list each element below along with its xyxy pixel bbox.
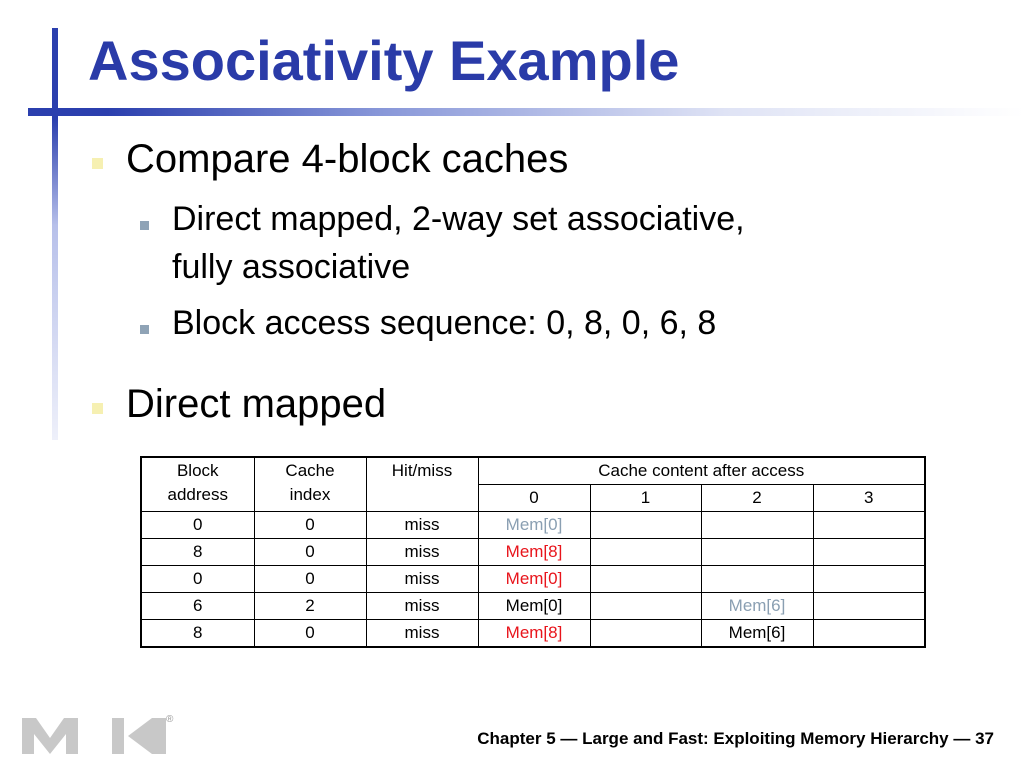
title-underline-bar xyxy=(28,108,1024,116)
cell-block-address: 6 xyxy=(141,593,254,620)
table-header-row xyxy=(141,457,925,485)
cell-content-1 xyxy=(590,593,701,620)
cell-content-2 xyxy=(701,512,813,539)
sub-bullet-cache-types-line1: Direct mapped, 2-way set associative, xyxy=(172,200,745,238)
cell-cache-index: 2 xyxy=(254,593,366,620)
cell-content-2 xyxy=(701,539,813,566)
cell-content-0: Mem[8] xyxy=(478,539,590,566)
cell-content-0: Mem[8] xyxy=(478,620,590,648)
cell-cache-index: 0 xyxy=(254,620,366,648)
cell-block-address: 8 xyxy=(141,620,254,648)
cell-block-address: 0 xyxy=(141,512,254,539)
slide-title: Associativity Example xyxy=(88,29,680,92)
registered-mark: ® xyxy=(166,714,174,725)
cell-block-address: 8 xyxy=(141,539,254,566)
sub-bullet-square-icon xyxy=(140,221,149,230)
header-col-2: 2 xyxy=(701,485,813,512)
header-cache-index: Cache index xyxy=(254,457,366,512)
sub-bullet-square-icon xyxy=(140,325,149,334)
header-cache-content: Cache content after access xyxy=(478,457,925,485)
header-block-address: Block address xyxy=(141,457,254,512)
cell-content-0: Mem[0] xyxy=(478,512,590,539)
cache-access-table xyxy=(140,456,926,648)
header-col-3: 3 xyxy=(813,485,925,512)
header-hit-miss: Hit/miss xyxy=(366,457,478,512)
cell-hit-miss: miss xyxy=(366,620,478,648)
table-row xyxy=(141,593,925,620)
bullet-square-icon xyxy=(92,158,103,169)
cell-cache-index: 0 xyxy=(254,539,366,566)
cell-hit-miss: miss xyxy=(366,512,478,539)
cell-content-1 xyxy=(590,539,701,566)
cell-hit-miss: miss xyxy=(366,593,478,620)
cell-content-3 xyxy=(813,593,925,620)
sub-bullet-cache-types-line2: fully associative xyxy=(172,248,411,286)
cell-content-3 xyxy=(813,566,925,593)
cell-content-2: Mem[6] xyxy=(701,593,813,620)
cell-content-3 xyxy=(813,620,925,648)
cell-content-0: Mem[0] xyxy=(478,593,590,620)
cell-block-address: 0 xyxy=(141,566,254,593)
table-row xyxy=(141,620,925,648)
bullet-direct-mapped: Direct mapped xyxy=(126,382,387,426)
left-accent-bar xyxy=(52,28,58,440)
cell-content-2 xyxy=(701,566,813,593)
header-col-1: 1 xyxy=(590,485,701,512)
bullet-square-icon xyxy=(92,403,103,414)
cell-cache-index: 0 xyxy=(254,512,366,539)
header-col-0: 0 xyxy=(478,485,590,512)
table-row xyxy=(141,566,925,593)
table-row xyxy=(141,512,925,539)
cell-content-2: Mem[6] xyxy=(701,620,813,648)
bullet-compare: Compare 4-block caches xyxy=(126,137,569,181)
sub-bullet-access-sequence: Block access sequence: 0, 8, 0, 6, 8 xyxy=(172,304,717,342)
cell-content-1 xyxy=(590,512,701,539)
cell-content-3 xyxy=(813,512,925,539)
cell-cache-index: 0 xyxy=(254,566,366,593)
cell-content-1 xyxy=(590,566,701,593)
mk-publisher-logo-icon xyxy=(20,712,180,758)
cell-content-0: Mem[0] xyxy=(478,566,590,593)
table-row xyxy=(141,539,925,566)
cell-hit-miss: miss xyxy=(366,539,478,566)
cell-content-3 xyxy=(813,539,925,566)
cell-hit-miss: miss xyxy=(366,566,478,593)
slide-footer: Chapter 5 — Large and Fast: Exploiting Memory Hierarchy — 37 xyxy=(477,729,994,748)
cell-content-1 xyxy=(590,620,701,648)
